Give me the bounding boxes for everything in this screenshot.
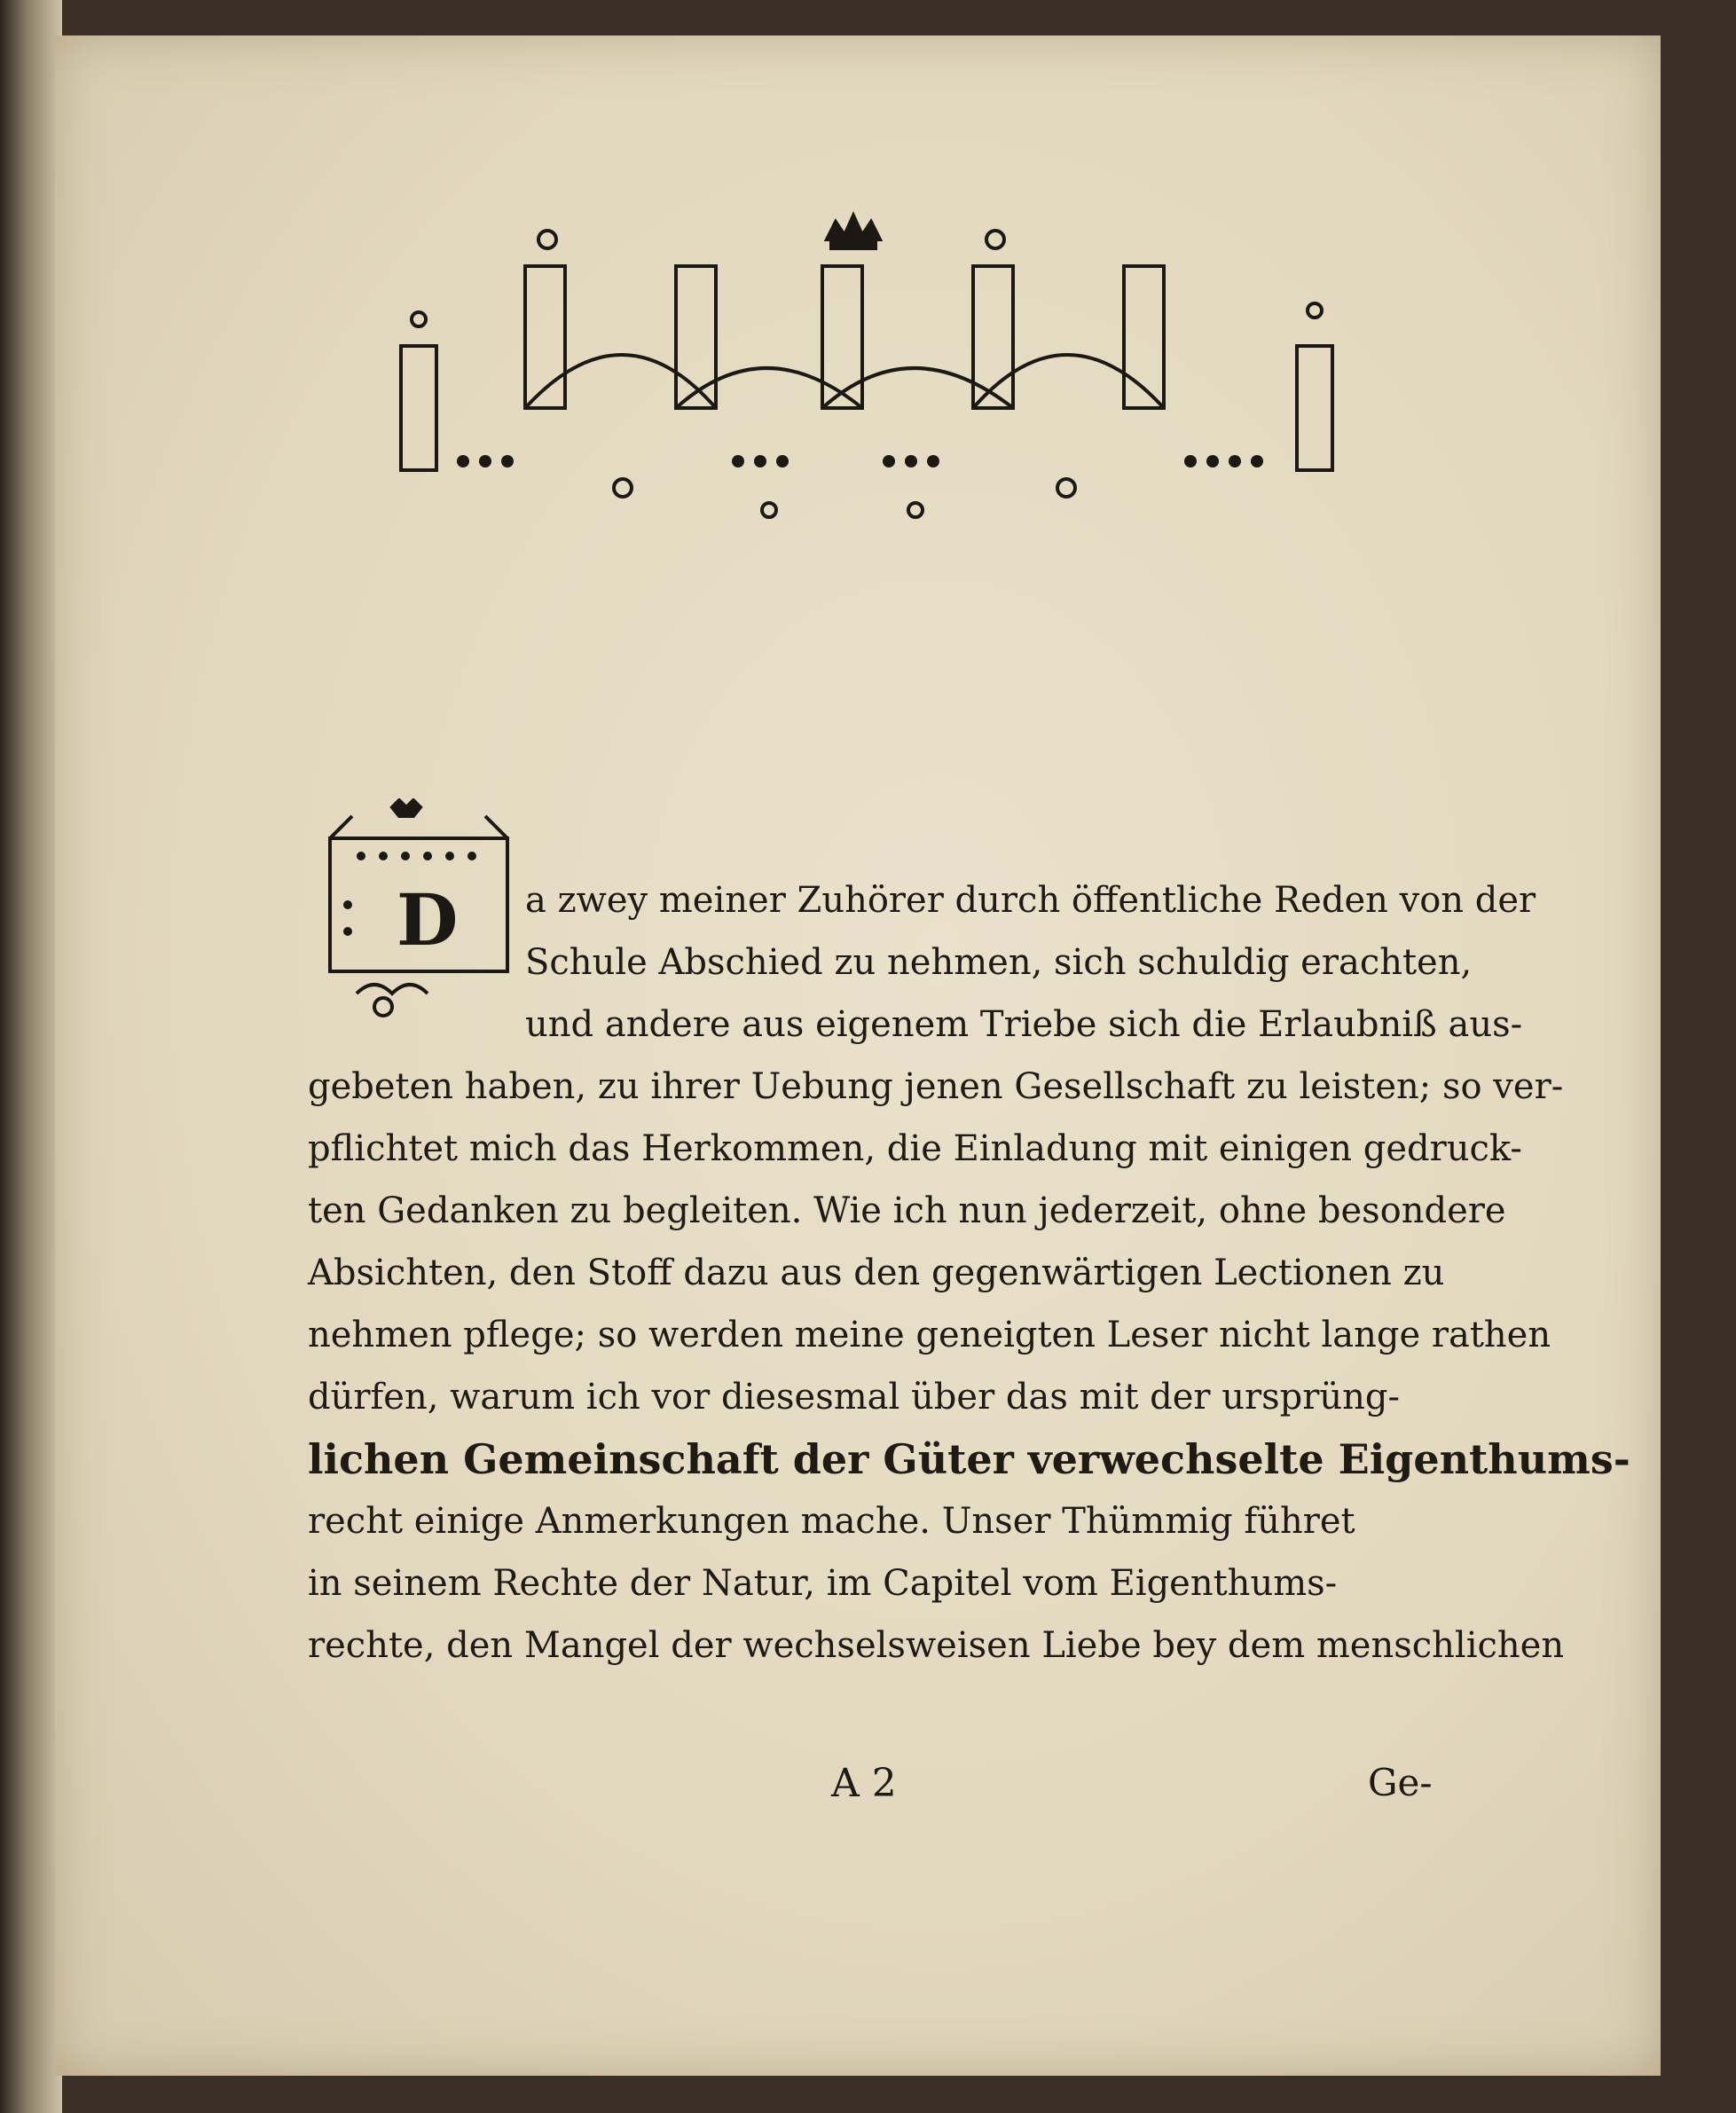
body-text — [308, 869, 1630, 1677]
signature-mark: A 2 — [831, 1761, 897, 1806]
text-line: recht einige Anmerkungen mache. Unser Thümmig führet — [308, 1501, 1355, 1542]
text-line: ten Gedanken zu begleiten. Wie ich nun jederzeit, ohne besondere — [308, 1190, 1506, 1231]
catchword: Ge- — [1368, 1761, 1433, 1804]
initial-letter: D — [397, 878, 459, 962]
ornamental-headpiece — [321, 204, 1430, 559]
text-line: lichen Gemeinschaft der Güter verwechselte Eigenthums- — [308, 1435, 1630, 1483]
text-line: Schule Abschied zu nehmen, sich schuldig erachten, — [525, 942, 1473, 983]
text-line: gebeten haben, zu ihrer Uebung jenen Gesellschaft zu leisten; so ver- — [308, 1066, 1564, 1107]
adjacent-page-edge — [0, 0, 62, 2113]
text-line: in seinem Rechte der Natur, im Capitel vom Eigenthums- — [308, 1563, 1338, 1604]
text-line: dürfen, warum ich vor diesesmal über das mit der ursprüng- — [308, 1377, 1401, 1418]
text-line: Absichten, den Stoff dazu aus den gegenwärtigen Lectionen zu — [308, 1253, 1445, 1293]
text-line: a zwey meiner Zuhörer durch öffentliche Reden von der — [525, 880, 1536, 921]
text-line: und andere aus eigenem Triebe sich die Erlaubniß aus- — [525, 1004, 1523, 1045]
text-line: pflichtet mich das Herkommen, die Einladung mit einigen gedruck- — [308, 1128, 1522, 1169]
text-line: nehmen pflege; so werden meine geneigten Leser nicht lange rathen — [308, 1315, 1551, 1355]
book-page — [55, 35, 1661, 2076]
text-line: rechte, den Mangel der wechselsweisen Liebe bey dem menschlichen — [308, 1625, 1565, 1666]
